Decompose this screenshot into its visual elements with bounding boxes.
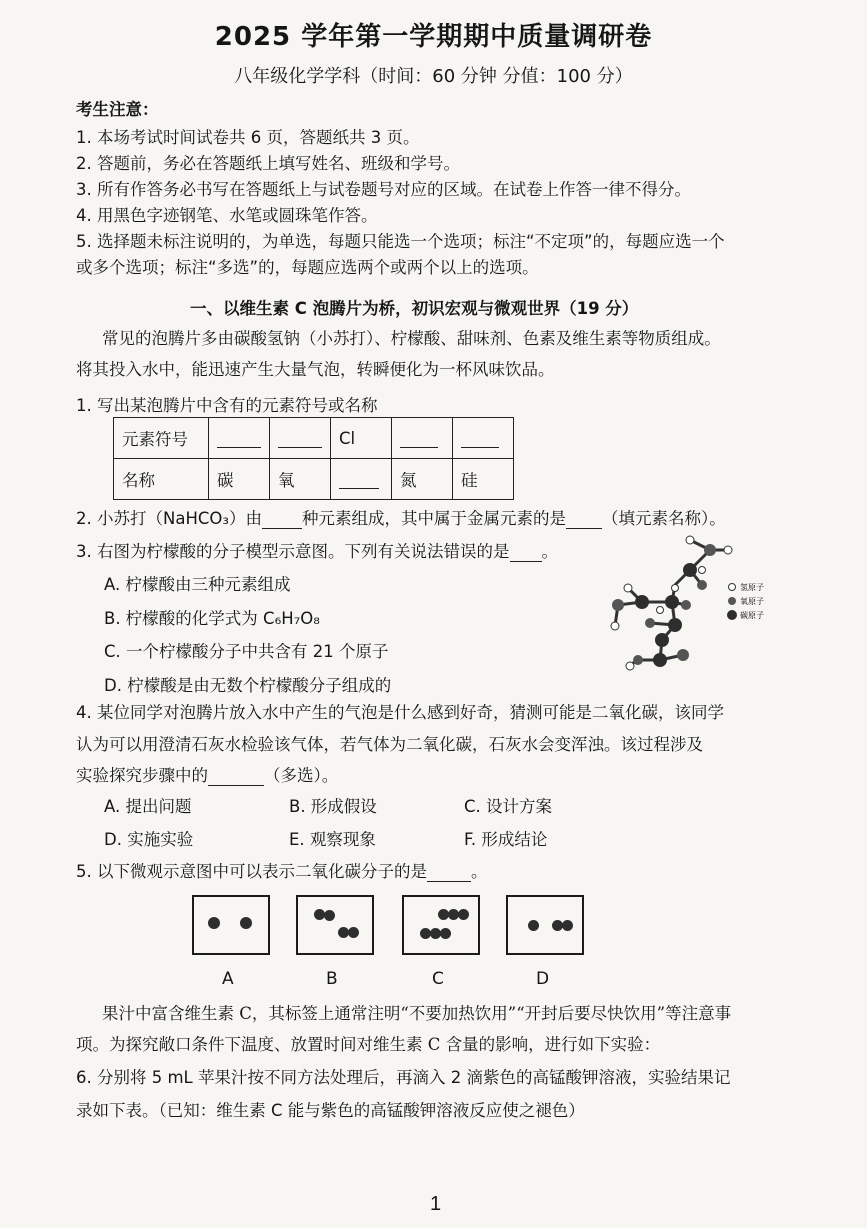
exam-title: 2025 学年第一学期期中质量调研卷 — [214, 22, 653, 52]
option-b: B. 柠檬酸的化学式为 C₆H₇O₈ — [104, 609, 320, 628]
q5-text: 。 — [471, 862, 488, 881]
option-e: E. 观察现象 — [289, 830, 376, 849]
element-table — [113, 417, 514, 500]
q3-text: 。 — [541, 542, 558, 561]
diagram-c — [402, 895, 480, 955]
diagram-label: C — [432, 969, 444, 989]
diagram-label: B — [326, 969, 338, 989]
q2-text: 种元素组成，其中属于金属元素的是 — [301, 509, 566, 528]
atom — [240, 917, 252, 929]
atom — [440, 928, 451, 939]
answer-blank[interactable] — [270, 418, 331, 459]
section-intro-line: 将其投入水中，能迅速产生大量气泡，转瞬便化为一杯风味饮品。 — [76, 360, 555, 379]
paragraph-line: 项。为探究敞口条件下温度、放置时间对维生素 C 含量的影响，进行如下实验： — [76, 1035, 661, 1054]
answer-blank[interactable] — [331, 459, 392, 500]
notice-item: 或多个选项；标注“多选”的，每题应选两个或两个以上的选项。 — [76, 258, 539, 277]
option-a: A. 柠檬酸由三种元素组成 — [104, 575, 291, 594]
diagram-label: D — [536, 969, 550, 989]
q4-text: （多选）。 — [264, 766, 339, 785]
q4-line: 4. 某位同学对泡腾片放入水中产生的气泡是什么感到好奇，猜测可能是二氧化碳，该同学 — [76, 703, 724, 722]
option-a: A. 提出问题 — [104, 797, 192, 816]
table-cell: 碳 — [209, 459, 270, 500]
option-c: C. 一个柠檬酸分子中共含有 21 个原子 — [104, 642, 389, 661]
atom — [562, 920, 573, 931]
carbon-legend-icon — [727, 610, 737, 620]
q3-text: 3. 右图为柠檬酸的分子模型示意图。下列有关说法错误的是 — [76, 542, 510, 561]
section-heading: 一、以维生素 C 泡腾片为桥，初识宏观与微观世界（19 分） — [190, 299, 639, 318]
q4-line-last — [76, 762, 338, 786]
atom — [528, 920, 539, 931]
notice-item: 3. 所有作答务必书写在答题纸上与试卷题号对应的区域。在试卷上作答一律不得分。 — [76, 180, 691, 199]
answer-blank[interactable] — [209, 418, 270, 459]
paragraph-line: 果汁中富含维生素 C，其标签上通常注明“不要加热饮用”“开封后要尽快饮用”等注意事 — [102, 1004, 732, 1023]
atom — [348, 927, 359, 938]
table-cell: 名称 — [114, 459, 209, 500]
q5-text: 5. 以下微观示意图中可以表示二氧化碳分子的是 — [76, 862, 427, 881]
legend-label: 氧原子 — [740, 597, 764, 606]
notice-item: 2. 答题前，务必在答题纸上填写姓名、班级和学号。 — [76, 154, 460, 173]
q4-line: 认为可以用澄清石灰水检验该气体，若气体为二氧化碳，石灰水会变浑浊。该过程涉及 — [76, 735, 703, 754]
q2 — [76, 505, 726, 529]
answer-blank[interactable] — [453, 418, 514, 459]
legend-label: 碳原子 — [740, 611, 764, 620]
table-cell: 硅 — [453, 459, 514, 500]
q6-line: 录如下表。（已知：维生素 C 能与紫色的高锰酸钾溶液反应使之褪色） — [76, 1101, 585, 1120]
answer-blank[interactable] — [262, 510, 302, 529]
q4-text: 实验探究步骤中的 — [76, 766, 208, 785]
answer-blank[interactable] — [566, 510, 602, 529]
answer-blank[interactable] — [427, 863, 471, 882]
notice-item: 5. 选择题未标注说明的，为单选，每题只能选一个选项；标注“不定项”的，每题应选一个 — [76, 232, 725, 251]
q2-text: 2. 小苏打（NaHCO₃）由 — [76, 509, 262, 528]
table-cell: Cl — [331, 418, 392, 459]
diagram-d — [506, 895, 584, 955]
citric-acid-model — [590, 530, 780, 690]
exam-subtitle: 八年级化学学科（时间：60 分钟 分值：100 分） — [234, 66, 633, 87]
table-cell: 元素符号 — [114, 418, 209, 459]
oxygen-legend-icon — [728, 597, 736, 605]
answer-blank[interactable] — [208, 767, 264, 786]
notice-item: 4. 用黑色字迹钢笔、水笔或圆珠笔作答。 — [76, 206, 378, 225]
atom — [208, 917, 220, 929]
q1-text: 1. 写出某泡腾片中含有的元素符号或名称 — [76, 396, 378, 415]
answer-blank[interactable] — [392, 418, 453, 459]
hydrogen-legend-icon — [729, 584, 736, 591]
notice-item: 1. 本场考试时间试卷共 6 页，答题纸共 3 页。 — [76, 128, 420, 147]
option-d: D. 实施实验 — [104, 830, 194, 849]
option-c: C. 设计方案 — [464, 797, 553, 816]
table-cell: 氮 — [392, 459, 453, 500]
q6-line: 6. 分别将 5 mL 苹果汁按不同方法处理后，再滴入 2 滴紫色的高锰酸钾溶液，实验结果记 — [76, 1068, 731, 1087]
legend-label: 氢原子 — [740, 583, 764, 592]
atom — [458, 909, 469, 920]
option-b: B. 形成假设 — [289, 797, 377, 816]
option-f: F. 形成结论 — [464, 830, 548, 849]
section-intro-line: 常见的泡腾片多由碳酸氢钠（小苏打）、柠檬酸、甜味剂、色素及维生素等物质组成。 — [102, 329, 721, 348]
page-number: 1 — [430, 1193, 442, 1215]
option-d: D. 柠檬酸是由无数个柠檬酸分子组成的 — [104, 676, 392, 695]
table-row — [114, 459, 514, 500]
answer-blank[interactable] — [510, 543, 542, 562]
diagram-b — [296, 895, 374, 955]
notice-heading: 考生注意： — [76, 100, 159, 119]
diagram-a — [192, 895, 270, 955]
diagram-label: A — [222, 969, 234, 989]
model-legend — [727, 582, 764, 620]
q5 — [76, 858, 488, 882]
q2-text: （填元素名称）。 — [601, 509, 726, 528]
atom — [324, 910, 335, 921]
table-row — [114, 418, 514, 459]
q3 — [76, 538, 558, 562]
table-cell: 氧 — [270, 459, 331, 500]
